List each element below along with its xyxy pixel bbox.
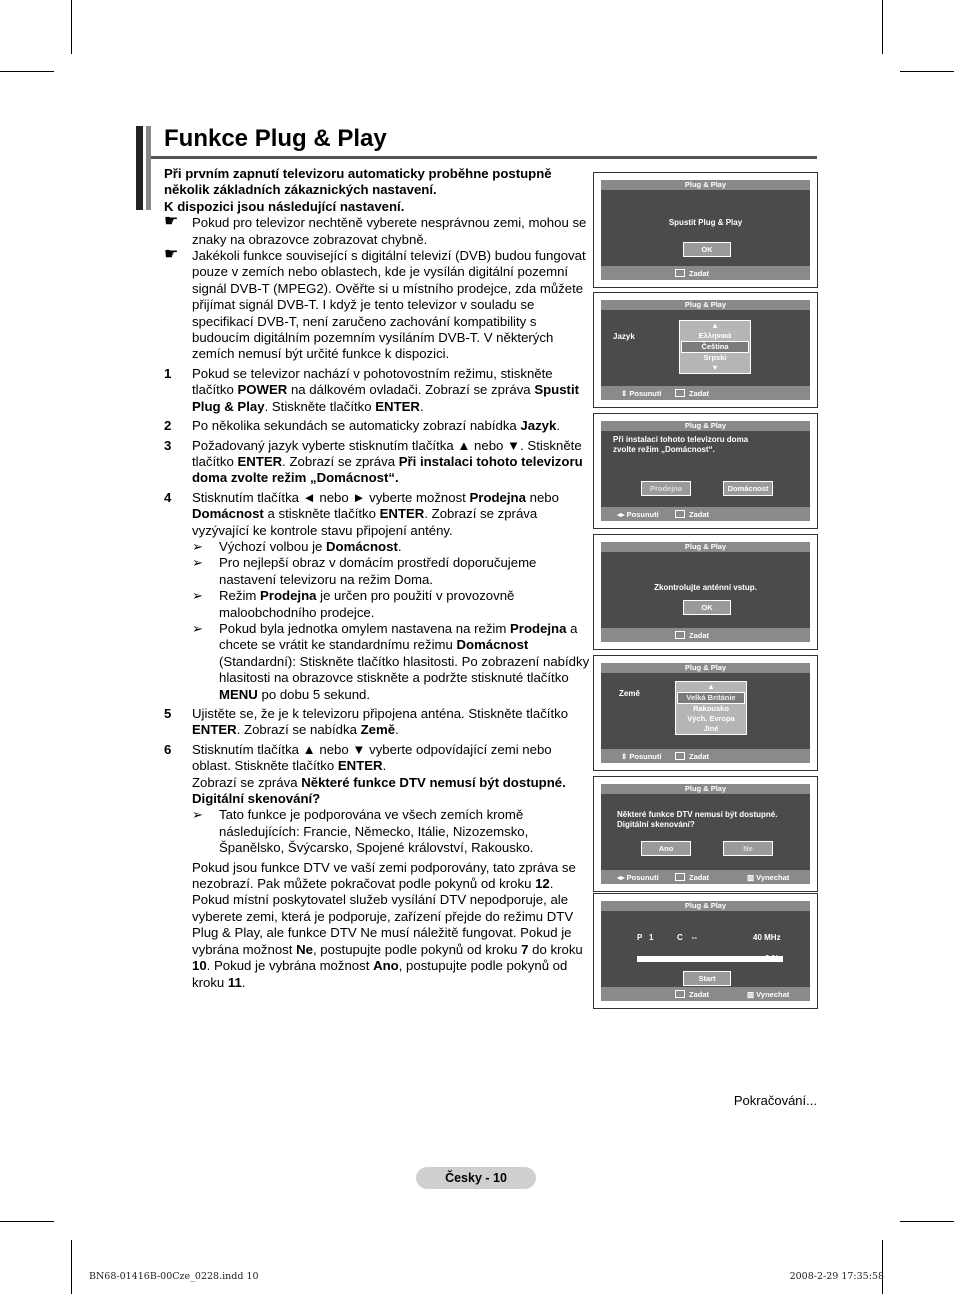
print-info-right: 2008-2-29 17:35:58	[789, 1271, 884, 1282]
crop-mark	[71, 0, 72, 54]
skip-icon: ▥	[747, 873, 757, 882]
sub-note: ➢ Režim Prodejna je určen pro použití v provozovně maloobchodního prodejce.	[192, 588, 515, 620]
print-info-left: BN68-01416B-00Cze_0228.indd 10	[89, 1271, 259, 1282]
no-button[interactable]: Ne	[723, 841, 773, 856]
intro: Při prvním zapnutí televizoru automaticky proběhne postupně několik základních zákaznických nastavení. K dispozici jsou následující nastavení.	[164, 166, 552, 214]
hand-pointer-icon: ☛	[164, 213, 179, 231]
note-item: ☛ Jakékoli funkce související s digitální televizí (DVB) budou fungovat pouze v zemích nebo oblastech, kde je vysílán digitální pozemní signál DVB-T (MPEG2). Ověřte si u místního prodejce, zda můžete přijímat signál DVB-T. I když je tento televizor v souladu se specifikací DVB-T, není zaručeno zachování kompatibility s budoucím digitálním pozemním vysíláním DVB-T. V některých zemích nemusí být určité funkce k dispozici.	[164, 246, 586, 362]
enter-icon	[675, 631, 685, 639]
step-6-detail: Pokud jsou funkce DTV ve vaší zemi podporovány, tato zpráva se nezobrazí. Pak můžete pokračovat podle pokynů od kroku 12. Pokud místní poskytovatel služeb vysílání DTV nepodporuje, ale vyberete zemi, která je podporuje, zařízení přejde do režimu DTV Plug & Play, ale funkce DTV Ne musí náležitě fungovat. Pokud je vybrána možnost Ne, postupujte podle pokynů od kroku 7 do kroku 10. Pokud je vybrána možnost Ano, postupujte podle pokynů od kroku 11.	[192, 859, 583, 990]
scan-progress-bar	[637, 956, 783, 962]
step-3: 3 Požadovaný jazyk vyberte stisknutím tlačítka ▲ nebo ▼. Stiskněte tlačítko ENTER. Zobrazí se zpráva Při instalaci tohoto televizoru doma zvolte režim „Domácnost“.	[164, 437, 583, 486]
osd-language: Plug & Play Jazyk ▲ Ελληνικά Čeština Srpski ▼ ⇕ Posunutí Zadat	[593, 292, 818, 408]
skip-icon: ▥	[747, 990, 757, 999]
crop-mark	[882, 1240, 883, 1294]
sub-note: ➢ Výchozí volbou je Domácnost.	[192, 538, 402, 554]
crop-mark	[71, 1240, 72, 1294]
step-2: 2 Po několika sekundách se automaticky zobrazí nabídka Jazyk.	[164, 418, 561, 434]
title-rule	[151, 156, 817, 159]
ok-button[interactable]: OK	[683, 600, 731, 615]
enter-icon	[675, 389, 685, 397]
up-down-icon: ⇕	[621, 389, 630, 398]
language-list[interactable]: ▲ Ελληνικά Čeština Srpski ▼	[679, 320, 751, 374]
store-button[interactable]: Prodejna	[641, 481, 691, 496]
home-button[interactable]: Domácnost	[723, 481, 773, 496]
osd-antenna-check: Plug & Play Zkontrolujte anténní vstup. OK Zadat	[593, 534, 818, 650]
enter-icon	[675, 873, 685, 881]
continue-text: Pokračování...	[733, 1093, 817, 1108]
page-title: Funkce Plug & Play	[164, 125, 387, 152]
osd-start-plug-play: Plug & Play Spustit Plug & Play OK Zadat	[593, 172, 818, 288]
sub-note: ➢ Pro nejlepší obraz v domácím prostředí doporučujeme nastavení televizoru na režim Doma.	[192, 555, 537, 587]
step-5: 5 Ujistěte se, že je k televizoru připojena anténa. Stiskněte tlačítko ENTER. Zobrazí se nabídka Země.	[164, 706, 569, 738]
osd-mode-select: Plug & Play Při instalaci tohoto televizoru doma zvolte režim „Domácnost“. Prodejna Domácnost ◂▸ Posunutí Zadat	[593, 413, 818, 529]
step-4: 4 Stisknutím tlačítka ◄ nebo ► vyberte možnost Prodejna nebo Domácnost a stiskněte tlačítko ENTER. Zobrazí se zpráva vyzývající ke kontrole stavu připojení antény. ➢ Výchozí volbou je Domácnost. ➢ Pro nejlepší obraz v domácím prostředí doporučujeme nastavení televizoru na režim Doma. ➢ Režim Prodejna je určen pro použití v provozovně maloobchodního prodejce. ➢ Pokud byla jednotka omylem nastavena na režim Prodejna a chcete se vrátit ke standardnímu režimu Domácnost (Standardní): Stiskněte tlačítko hlasitosti. Po zobrazení nabídky hlasitosti na obrazovce stiskněte a podržte stisknuté tlačítko MENU po dobu 5 sekund.	[164, 490, 592, 703]
title-bar-dark	[136, 126, 143, 210]
country-list[interactable]: ▲ Velká Británie Rakousko Vých. Evropa Jiné	[675, 681, 747, 735]
note-item: ☛ Pokud pro televizor nechtěně vyberete nesprávnou zemi, mohou se znaky na obrazovce zobrazovat chybně.	[164, 213, 587, 247]
hand-pointer-icon: ☛	[164, 246, 179, 264]
sub-note: ➢ Tato funkce je podporována ve všech zemích kromě následujících: Francie, Německo, Itálie, Nizozemsko, Španělsko, Švýcarsko, Spojené království, Rakousko.	[192, 807, 534, 856]
crop-mark	[0, 71, 54, 72]
enter-icon	[675, 269, 685, 277]
ok-button[interactable]: OK	[683, 242, 731, 257]
up-down-icon: ⇕	[621, 752, 630, 761]
osd-country: Plug & Play Země ▲ Velká Británie Rakousko Vých. Evropa Jiné ⇕ Posunutí Zadat	[593, 655, 818, 771]
osd-dtv-scan: Plug & Play Některé funkce DTV nemusí být dostupné. Digitální skenování? Ano Ne ◂▸ Posunutí Zadat ▥ Vynechat	[593, 776, 818, 892]
arrow-icon: ➢	[192, 807, 204, 823]
enter-icon	[675, 990, 685, 998]
sub-note: ➢ Pokud byla jednotka omylem nastavena na režim Prodejna a chcete se vrátit ke standardnímu režimu Domácnost (Standardní): Stiskněte tlačítko hlasitosti. Po zobrazení nabídky hlasitosti na obrazovce stiskněte a podržte stisknuté tlačítko MENU po dobu 5 sekund.	[192, 620, 590, 702]
page-footer: Česky - 10	[416, 1167, 536, 1189]
arrow-icon: ➢	[192, 588, 204, 604]
start-button[interactable]: Start	[683, 971, 731, 986]
crop-mark	[0, 1221, 54, 1222]
arrow-icon: ➢	[192, 538, 204, 554]
step-1: 1 Pokud se televizor nachází v pohotovostním režimu, stiskněte tlačítko POWER na dálkovém ovladači. Zobrazí se zpráva Spustit Plug & Play. Stiskněte tlačítko ENTER.	[164, 365, 580, 414]
crop-mark	[900, 71, 954, 72]
osd-channel-scan: Plug & Play P 1 C -- 40 MHz 0 % Start Zadat ▥ Vynechat	[593, 893, 818, 1009]
main-text	[164, 166, 592, 991]
step-6: 6 Stisknutím tlačítka ▲ nebo ▼ vyberte odpovídající zemi nebo oblast. Stiskněte tlačítko ENTER. Zobrazí se zpráva Některé funkce DTV nemusí být dostupné. Digitální skenování? ➢ Tato funkce je podporována ve všech zemích kromě následujících: Francie, Německo, Itálie, Nizozemsko, Španělsko, Švýcarsko, Spojené království, Rakousko. Pokud jsou funkce DTV ve vaší zemi podporovány, tato zpráva se nezobrazí. Pak můžete pokračovat podle pokynů od kroku 12. Pokud místní poskytovatel služeb vysílání DTV nepodporuje, ale vyberete zemi, která je podporuje, zařízení přejde do režimu DTV Plug & Play, ale funkce DTV Ne musí náležitě fungovat. Pokud je vybrána možnost Ne, postupujte podle pokynů od kroku 7 do kroku 10. Pokud je vybrána možnost Ano, postupujte podle pokynů od kroku 11.	[164, 742, 592, 991]
arrow-icon: ➢	[192, 620, 204, 636]
crop-mark	[882, 0, 883, 54]
left-right-icon: ◂▸	[617, 873, 627, 882]
left-right-icon: ◂▸	[617, 510, 627, 519]
crop-mark	[900, 1221, 954, 1222]
arrow-icon: ➢	[192, 555, 204, 571]
enter-icon	[675, 510, 685, 518]
title-bar-light	[146, 126, 151, 210]
yes-button[interactable]: Ano	[641, 841, 691, 856]
enter-icon	[675, 752, 685, 760]
